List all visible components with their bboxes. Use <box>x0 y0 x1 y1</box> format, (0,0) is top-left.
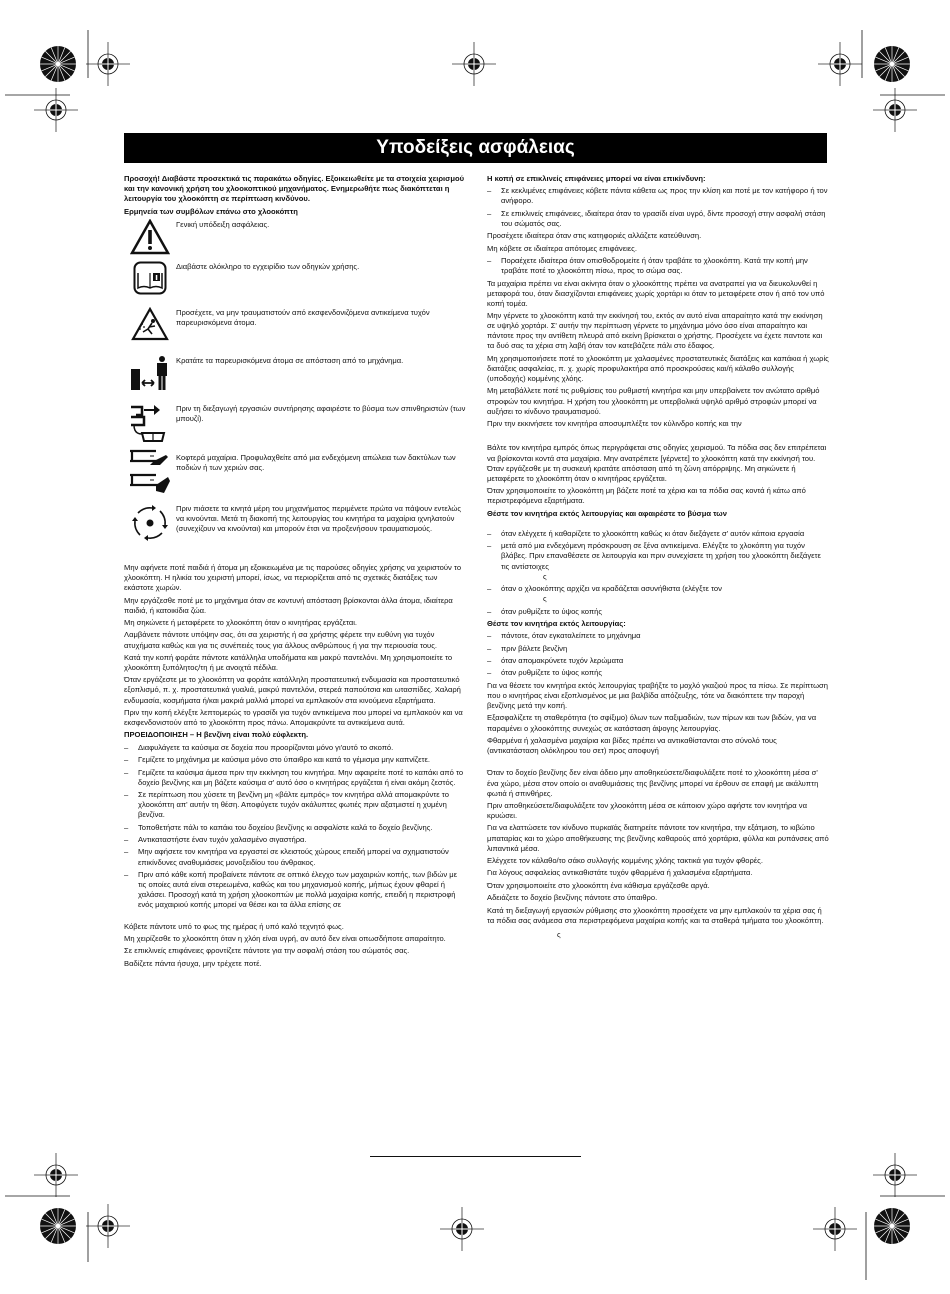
paragraph: Μην γέρνετε το χλοοκόπτη κατά την εκκίνησή του, εκτός αν αυτό είναι απαραίτητο κατά την εκκίνηση σε υψηλό χορτάρι. Σ' αυτήν την περίπτωση γέρνετε το μηχάνημα μόνο όσο είναι απαραίτητο και πάντοτε προς την αντίθετη πλευρά από εκείνη βρίσκεται ο χρήστης. Προσέχετε να έχετε παντοτε και τα δυό σας τα χέρια στη λαβή όταν τον κατεβάζετε πάλι στο έδαφος. <box>487 311 823 351</box>
keep-distance-icon <box>124 355 176 391</box>
paragraph: Όταν εργάζεστε με το χλοοκόπτη να φοράτε κατάλληλη προστατευτική ενδυμασία και προστατευτικό εξοπλισμό, π. χ. προστατευτικά γυαλιά, μακρύ παντελόνι, στερεά παπούτσια και ωτασπίδες. Χαλαρή ενδυμασία, κοσμήματα ή/και μακριά μαλλιά μπορεί να εμπλακούν στα κινούμενα εξαρτήματα. <box>124 675 461 705</box>
spark-plug-icon <box>124 403 176 443</box>
list-item: – Μην αφήσετε τον κινητήρα να εργαστεί σε κλειστούς χώρους επειδή μπορεί να σχηματιστούν επικίνδυνες αναθυμιάσεις μονοξειδίου του άνθρακος. <box>124 847 449 867</box>
crosshair-top-right <box>818 42 862 86</box>
symbol-text: Διαβάστε ολόκληρο το εγχειρίδιο των οδηγιών χρήσης. <box>176 261 360 271</box>
symbol-row <box>124 403 466 445</box>
sharp-blades-icon <box>124 445 176 497</box>
thrown-objects-icon <box>124 307 176 341</box>
paragraph: Μη κόβετε σε ιδιαίτερα απότομες επιφάνειες. <box>487 243 637 253</box>
list-item: – Σε επικλινείς επιφάνειες, ιδιαίτερα όταν το γρασίδι είναι υγρό, δίντε προσοχή στην ασφαλή στάση του σώματός σας. <box>487 208 826 228</box>
list-item: – πριν βάλετε βενζίνη <box>487 643 568 653</box>
paragraph: Μη μεταβάλλετε ποτέ τις ρυθμίσεις του ρυθμιστή κινητήρα και μην υπερβαίνετε τον ανώτατο αριθμό στροφών του κινητήρα. Η χρήση του χλοοκόπτη με υπερβολικά υψηλό αριθμό στροφών μπορεί να αυξήσει το κίνδυνο τραυματισμού. <box>487 386 820 416</box>
warning-triangle-icon <box>124 219 176 255</box>
paragraph: Τα μαχαίρια πρέπει να είναι ακίνητα όταν ο χλοοκόπτης πρέπει να ανατραπεί για να διευκολυνθεί η μεταφορά του, όταν διασχίζονται επιφάνειες χωρίς χορτάρι κι όταν το μεταφέρετε στον ή από τον υπό κοπή τομέα. <box>487 278 825 308</box>
list-item: – Γεμίζετε τα καύσιμα άμεσα πριν την εκκίνηση του κινητήρα. Μην αφαιρείτε ποτέ το καπάκι από το δοχείο βενζίνης και μη βάζετε καύσιμα σ' αυτό όσο ο κινητήρας εργάζεται ή είναι ακόμη ζεστός. <box>124 767 464 787</box>
paragraph: Βαδίζετε πάντα ήσυχα, μην τρέχετε ποτέ. <box>124 958 262 968</box>
star-target-top-left <box>40 46 76 82</box>
symbol-row <box>124 355 466 403</box>
left-column <box>124 174 466 971</box>
list-item: – Σε κεκλιμένες επιφάνειες κόβετε πάντα κάθετα ως προς την κλίση και ποτέ με τον κατήφορο ή τον ανήφορο. <box>487 186 828 206</box>
star-target-top-right <box>874 46 910 82</box>
list-item: – όταν ρυθμίζετε το ύψος κοπής <box>487 668 603 678</box>
symbol-text: Πριν πιάσετε τα κινητά μέρη του μηχανήματος περιμένετε πρώτα να πάψουν εντελώς να κινούνται. Μετά τη διακοπή της λειτουργίας του κινητήρα τα μαχαίρια ιχνηλατούν (συνεχίζουν να κινούνται) και μπορούν έτσι να προξενήσουν τραυματισμούς. <box>176 503 461 534</box>
list-item: – Διαφυλάγετε τα καύσιμα σε δοχεία που προορίζονται μόνο γι'αυτό το σκοπό. <box>124 742 394 752</box>
paragraph: Ελέγχετε τον κάλαθο/το σάκο συλλογής κομμένης χλόης τακτικά για τυχόν φθορές. <box>487 856 763 866</box>
paragraph: Πριν την κοπή ελέγξτε λεπτομερώς το γρασίδι για τυχόν αντικείμενα που μπορεί να εμπλακούν και να εκσφενδονιστούν από το χλοοκόπτη προς πάνω. Απομακρύντε τα αντικείμενα αυτά. <box>124 707 463 728</box>
paragraph: Πριν την εκκινήσετε τον κινητήρα αποσυμπλέξτε τον κύλινδρο κοπής και την <box>487 419 742 429</box>
paragraph: Κατά την κοπή φοράτε πάντοτε κατάλληλα υποδήματα και μακρύ παντελόνι. Μη χρησιμοποιείτε το χλοοκόπτη ξυπόλητος/τη ή με ανοιχτά πέδιλα. <box>124 652 453 672</box>
paragraph: Μη χρησιμοποιήσετε ποτέ το χλοοκόπτη με χαλασμένες προστατευτικές διατάξεις και καπάκια ή χωρίς διατάξεις ασφαλείας, π. χ. χωρίς προφυλακτήρα από προσκρούσεις και/ή κάλαθο συλλογής (υποδοχής) κομμένης χλόης. <box>487 353 829 384</box>
list-item: – Γεμίζετε το μηχάνημα με καύσιμα μόνο στο ύπαιθρο και κατά το γέμισμα μην καπνίζετε. <box>124 755 430 765</box>
list-item: – όταν ελέγχετε ή καθαρίζετε το χλοοκόπτη καθώς κι όταν διεξάγετε σ' αυτόν κάποια εργασία <box>487 528 805 538</box>
crosshair-right-lower <box>873 1153 917 1197</box>
footer-rule <box>370 1156 581 1157</box>
star-target-bottom-left <box>40 1208 76 1244</box>
rotating-parts-icon <box>124 503 176 543</box>
list-item: – πάντοτε, όταν εγκαταλείπετε το μηχάνημα <box>487 631 641 641</box>
paragraph: Όταν χρησιμοποιείτε το χλοοκόπτη μη βάζετε ποτέ τα χέρια και τα πόδια σας κοντά ή κάτω από περιστρεφόμενα εξαρτήματα. <box>487 486 806 506</box>
crosshair-top-center <box>452 42 496 86</box>
paragraph: Όταν το δοχείο βενζίνης δεν είναι άδειο μην αποθηκεύσετε/διαφυλάξετε ποτέ το χλοοκόπτη μέσα σ' ένα χώρο, μέσα στον οποίο οι αναθυμιάσεις της βενζίνης μπορεί να έρθουν σε επαφή με ακάλυπτη φωτιά ή σπινθήρες. <box>487 768 819 798</box>
stray-character: ς <box>557 929 561 939</box>
right-column <box>487 174 829 942</box>
crosshair-bottom-left <box>86 1204 130 1248</box>
paragraph: Για να ελαττώσετε τον κίνδυνο πυρκαϊάς διατηρείτε πάντοτε τον κινητήρα, την εξάτμιση, το κιβώτιο μπαταρίας και το χώρο αποθήκευσης της βενζίνης καθαρούς από χορτάρια, φύλλα και ρυπάνσεις από λιπαντικά μέσα. <box>487 823 829 853</box>
symbol-row <box>124 219 466 267</box>
paragraph: Εξασφαλίζετε τη σταθερότητα (το σφίξιμο) όλων των παξιμαδιών, των πίρων και των βιδών, για να παραμένει ο χλοοκόπτης συνεχώς σε κατάσταση άψογης λειτουργίας. <box>487 713 817 733</box>
star-target-bottom-right <box>874 1208 910 1244</box>
symbols-heading: Ερμηνεία των συμβόλων επάνω στο χλοοκόπτη <box>124 206 298 216</box>
list-item: – Πριν από κάθε κοπή προβαίνετε πάντοτε σε οπτικό έλεγχο των μαχαιριών κοπής, των βιδών με τις οποίες αυτά είναι στερεωμένα, καθώς και του μηχανισμού κοπής, μήπως έχουν φθαρεί ή χαλάσει. Προσοχή κατά τη χρήση χλοοκοπτών με πολλά μαχαίρια κοπής, επειδή η περιστροφή ενός μαχαιριού κοπής μπορεί να θέσει και τα άλλα επίσης σε <box>124 869 457 910</box>
list-item: – Αντικαταστήστε έναν τυχόν χαλασμένο σιγαστήρα. <box>124 835 307 845</box>
paragraph: Πριν αποθηκεύσετε/διαφυλάξετε τον χλοοκόπτη μέσα σε κάποιον χώρο αφήστε τον κινητήρα να κρυώσει. <box>487 800 807 821</box>
stray-character: ς <box>543 571 547 581</box>
paragraph: Φθαρμένα ή χαλασμένα μαχαίρια και βίδες πρέπει να αντικαθίστανται στο σύνολό τους (αντικατάσταση ολόκληρου του σετ) προς αποφυγή <box>487 735 777 756</box>
list-item: – μετά από μια ενδεχόμενη πρόσκρουση σε ξένα αντικείμενα. Ελέγξτε το χλοκόπτη για τυχόν βλάβες. Πριν επαναθέσετε σε λειτουργία και πριν συνεχίσετε τη χρήση του χλοοκόπτη διεξάγετε τις αντίστοιχες <box>487 541 821 571</box>
stray-character: ς <box>543 594 547 604</box>
paragraph: Αδειάζετε το δοχείο βενζίνης πάντοτε στο ύπαιθρο. <box>487 893 658 903</box>
symbol-text: Πριν τη διεξαγωγή εργασιών συντήρησης αφαιρέστε το βύσμα των σπινθηριστών (των μπουζί). <box>176 403 466 424</box>
list-item: – όταν ρυθμίζετε το ύψος κοπής <box>487 606 603 616</box>
symbol-text: Γενική υπόδειξη ασφάλειας. <box>176 219 270 229</box>
list-item: – Πoραέχετε ιδιαίτερα όταν οπισθοδρομείτε ή όταν τραβάτε το χλοοκόπτη. Κατά την κοπή μην τραβάτε ποτέ το χλοοκόπτη πίσω, προς το σώμα σας. <box>487 256 808 276</box>
paragraph: Μη σηκώνετε ή μεταφέρετε το χλοοκόπτη όταν ο κινητήρας εργάζεται. <box>124 618 358 628</box>
read-manual-icon <box>124 261 176 295</box>
paragraph: Κόβετε πάντοτε υπό το φως της ημέρας ή υπό καλό τεχνητό φως. <box>124 921 344 931</box>
crosshair-bottom-right <box>813 1207 857 1251</box>
paragraph: Για να θέσετε τον κινητήρα εκτός λειτουργίας τραβήξτε το μοχλό γκαζιού προς τα πίσω. Σε περίπτωση που ο κινητήρας είναι εξοπλισμένος με μια βαλβίδα απόζευξης, τότε να διακόπτετε την παροχή βενζίνης μετά την κοπή. <box>487 680 828 711</box>
symbol-row <box>124 445 466 503</box>
paragraph: Μην αφήνετε ποτέ παιδιά ή άτομα μη εξοικειωμένα με τις παρούσες οδηγίες χρήσης να χειριστούν το χλοοκόπτη. Η ηλικία του χειριστή μπορεί, ίσως, να περιορίζεται από τις σχετικές διατάξεις των εκάστοτε χωρών. <box>124 562 462 593</box>
symbol-text: Κρατάτε τα παρευρισκόμενα άτομα σε απόσταση από το μηχάνημα. <box>176 355 404 365</box>
paragraph: Μη χειρίζεσθε το χλοοκόπτη όταν η χλόη είναι υγρή, αν αυτό δεν είναι οπωσδήποτε απαραίτητο. <box>124 934 446 944</box>
paragraph: Λαμβάνετε πάντοτε υπόψην σας, ότι σα χειριστής ή σα χρήστης φέρετε την ευθύνη για τυχόν ατυχήματα καθώς και για τις συνέπειές τους για άλλους ανθρώπους ή για την περιουσία τους. <box>124 630 437 650</box>
paragraph: Για λόγους ασφαλείας αντικαθιστάτε τυχόν φθαρμένα ή χαλασμένα εξαρτήματα. <box>487 868 753 878</box>
page-title: Υποδείξεις ασφάλειας <box>124 133 827 163</box>
paragraph: Προσέχετε ιδιαίτερα όταν στις κατηφοριές αλλάζετε κατεύθυνση. <box>487 231 702 241</box>
fuel-warning-heading: ΠΡΟΕΙΔΟΠΟΙΗΣΗ – Η βενζίνη είναι πολύ εύφλεκτη. <box>124 730 309 740</box>
paragraph: Μην εργάζεσθε ποτέ με το μηχάνημα όταν σε κοντυνή απόσταση βρίσκονται άλλα άτομα, ιδιαίτερα παιδιά, ή κατοικίδια ζώα. <box>124 595 453 615</box>
list-item: – όταν απομακρύνετε τυχόν λερώματα <box>487 656 624 666</box>
symbol-text: Προσέχετε, να μην τραυματιστούν από εκσφενδονιζόμενα αντικείμενα τυχόν παρευρισκόμενα άτομα. <box>176 307 430 328</box>
list-item: – Σε περίπτωση που χύσετε τη βενζίνη μη «βάλτε εμπρός» τον κινητήρα αλλά απομακρύντε το χλοοκόπτη απ' αυτήν τη θέση. Αποφύγετε τυχόν ακάλυπτες φωτιές πριν αξατμιστεί η χυμένη βενζίνα. <box>124 790 449 820</box>
symbol-row <box>124 307 466 355</box>
paragraph: Σε επικλινείς επιφάνειες φροντίζετε πάντοτε για την ασφαλή στάση του σώματός σας. <box>124 946 410 956</box>
slope-heading: Η κοπή σε επικλινείς επιφάνειες μπορεί να είναι επικίνδυνη: <box>487 174 706 183</box>
plug-heading: Θέστε τον κινητήρα εκτός λειτουργίας και αφαιρέστε το βύσμα των <box>487 508 727 518</box>
paragraph: Βάλτε τον κινητήρα εμπρός όπως περιγράφεται στις οδηγίες χειρισμού. Τα πόδια σας δεν επιτρέπεται να βρίσκονται κοντά στα μαχαίρια. Μην ανατρέπετε [γέρνετε] το χλοοκόπτη κατά την εκκίνησή του. Όταν εργάζεσθε με τη συσκευή κρατάτε απόσταση από τη ζώνη απόρριψης. Μη σηκώνετε ή μεταφέρετε το χλοοκόπτη όταν ο κινητήρας εργάζεται. <box>487 443 827 483</box>
list-item: – Τοποθετήστε πάλι το καπάκι του δοχείου βενζίνης κι ασφαλίστε καλά το δοχείο βενζίνης. <box>124 822 433 832</box>
paragraph: Κατά τη διεξαγωγή εργασιών ρύθμισης στο χλοοκόπτη προσέχετε να μην εμπλακούν τα χέρια σας ή τα πόδια σας ανάμεσα στα περιστρεφόμενα μαχαίρια κοπής και τα σταθερά τμήματα του χλοοκόπτη. <box>487 905 824 925</box>
engine-off-heading: Θέστε τον κινητήρα εκτός λειτουργίας: <box>487 618 626 628</box>
paragraph: Όταν χρησιμοποιείτε στο χλοοκόπτη ένα κάθισμα εργάζεσθε αργά. <box>487 880 710 890</box>
list-item: – όταν ο χλοοκόπτης αρχίζει να κραδάζεται ασυνήθιστα (ελέγξτε τον <box>487 584 722 594</box>
symbol-row <box>124 503 466 559</box>
symbol-text: Κοφτερά μαχαίρια. Προφυλαχθείτε από μια ενδεχόμενη απώλεια των δακτύλων των ποδιών ή των χεριών σας. <box>176 452 456 473</box>
crosshair-top-left <box>86 42 130 86</box>
symbol-row <box>124 261 466 307</box>
crosshair-left-lower <box>34 1153 78 1197</box>
intro-warning: Προσοχή! Διαβάστε προσεκτικά τις παρακάτω οδηγίες. Εξοικειωθείτε με τα στοιχεία χειρισμού και την κανονική χρήση του χλοοκοπτικού μηχανήματος. Ενημερωθήτε πως διακόπτεται η λειτουργία του χλοοκόπτη σε περίπτωση κινδύνου. <box>124 174 465 204</box>
crosshair-bottom-center <box>440 1207 484 1251</box>
